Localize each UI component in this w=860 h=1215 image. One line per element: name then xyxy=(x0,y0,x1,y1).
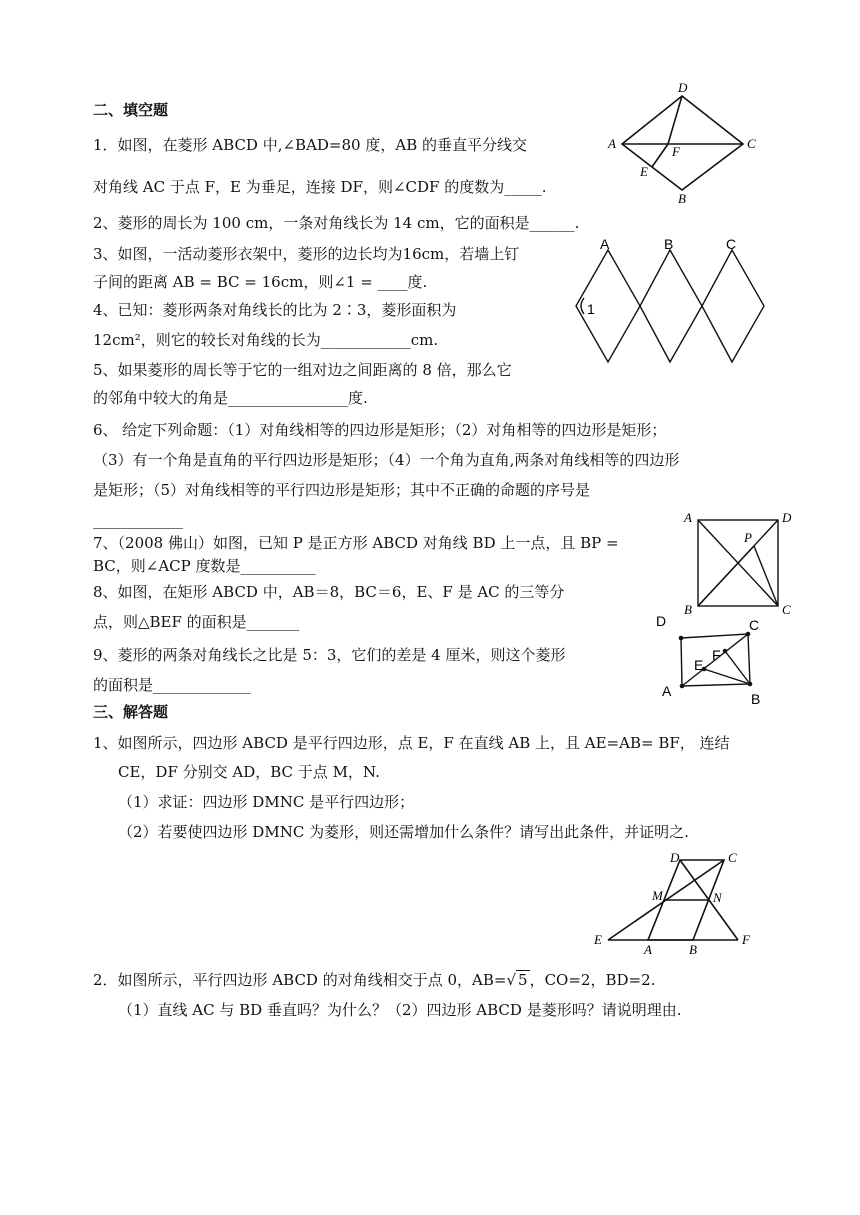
fig8-label-d: D xyxy=(656,613,667,629)
q2: 2、菱形的周长为 100 cm，一条对角线长为 14 cm，它的面积是______. xyxy=(93,214,580,232)
q1-line2: 对角线 AC 于点 F，E 为垂足，连接 DF，则∠CDF 的度数为_____. xyxy=(93,178,547,196)
q4-line1: 4、已知：菱形两条对角线长的比为 2∶3，菱形面积为 xyxy=(93,301,457,319)
fig1-label-b: B xyxy=(678,191,686,206)
fig10-label-a: A xyxy=(644,942,652,957)
section2-title: 二、填空题 xyxy=(93,101,169,119)
figure-rhombus-q1 xyxy=(600,82,770,207)
q8-line2: 点，则△BEF 的面积是_______ xyxy=(93,613,300,631)
fig8-label-a: A xyxy=(662,683,672,699)
s3-q2-post: ，CO=2，BD=2. xyxy=(529,971,656,989)
q7-line2: BC，则∠ACP 度数是__________ xyxy=(93,557,316,575)
section3-title: 三、解答题 xyxy=(93,703,169,721)
q6-line4: ____________ xyxy=(93,511,183,529)
s3-q1-line1: 1、如图所示，四边形 ABCD 是平行四边形，点 E，F 在直线 AB 上，且 AE=AB= BF， 连结 xyxy=(93,734,730,752)
q9-line1: 9、菱形的两条对角线长之比是 5：3，它们的差是 4 厘米，则这个菱形 xyxy=(93,646,566,664)
fig8-label-c: C xyxy=(749,617,760,633)
q3-line2: 子间的距离 AB = BC = 16cm，则∠1 = ____度. xyxy=(93,273,428,291)
figure-square-q7 xyxy=(680,508,800,620)
s3-q1-part1: （1）求证：四边形 DMNC 是平行四边形； xyxy=(118,793,415,811)
q8-line1: 8、如图，在矩形 ABCD 中，AB＝8，BC＝6，E、F 是 AC 的三等分 xyxy=(93,583,565,601)
figure-rectangle-q8 xyxy=(652,612,772,707)
figure-parallelogram-s3q1 xyxy=(590,848,760,957)
fig3-label-c: C xyxy=(726,236,737,252)
fig10-label-n: N xyxy=(713,890,722,905)
fig10-label-m: M xyxy=(652,888,663,903)
q6-line1: 6、 给定下列命题：（1）对角线相等的四边形是矩形；（2）对角相等的四边形是矩形； xyxy=(93,421,667,439)
fig8-label-b: B xyxy=(751,691,761,707)
fig10-label-c: C xyxy=(728,850,737,865)
fig7-label-d: D xyxy=(782,510,792,525)
fig10-label-b: B xyxy=(689,942,697,957)
fig10-label-d: D xyxy=(670,850,680,865)
fig7-label-c: C xyxy=(782,602,791,617)
q6-line3: 是矩形；（5）对角线相等的平行四边形是矩形；其中不正确的命题的序号是 xyxy=(93,481,591,499)
fig1-label-f: F xyxy=(672,144,680,159)
q5-line1: 5、如果菱形的周长等于它的一组对边之间距离的 8 倍，那么它 xyxy=(93,361,512,379)
fig10-label-f: F xyxy=(742,932,750,947)
q3-line1: 3、如图，一活动菱形衣架中，菱形的边长均为16cm，若墙上钉 xyxy=(93,245,520,263)
fig10-label-e: E xyxy=(594,932,602,947)
fig8-label-e: E xyxy=(694,657,704,673)
sqrt-symbol: √ 5 xyxy=(506,971,528,989)
figure-hanger-q3 xyxy=(570,236,770,370)
s3-q1-part2: （2）若要使四边形 DMNC 为菱形，则还需增加什么条件？请写出此条件，并证明之. xyxy=(118,823,689,841)
fig8-label-f: F xyxy=(712,647,721,663)
q4-line2: 12cm²，则它的较长对角线的长为____________cm. xyxy=(93,331,439,349)
fig7-label-b: B xyxy=(684,602,692,617)
s3-q2-part1: （1）直线 AC 与 BD 垂直吗？为什么？（2）四边形 ABCD 是菱形吗？请说明理由. xyxy=(118,1001,682,1019)
fig1-label-a: A xyxy=(608,136,616,151)
fig3-label-b: B xyxy=(664,236,674,252)
fig1-label-d: D xyxy=(678,80,688,95)
q1-line1: 1．如图，在菱形 ABCD 中,∠BAD=80 度，AB 的垂直平分线交 xyxy=(93,136,527,154)
s3-q2-pre: 2．如图所示，平行四边形 ABCD 的对角线相交于点 0，AB= xyxy=(93,971,507,989)
q5-line2: 的邻角中较大的角是________________度. xyxy=(93,389,368,407)
fig7-label-p: P xyxy=(744,530,752,545)
fig3-label-1: 1 xyxy=(587,301,595,317)
q9-line2: 的面积是_____________ xyxy=(93,676,251,694)
fig3-label-a: A xyxy=(600,236,610,252)
s3-q1-line2: CE，DF 分别交 AD，BC 于点 M，N. xyxy=(118,763,380,781)
sqrt-radicand: 5 xyxy=(518,971,528,989)
q7-line1: 7、（2008 佛山）如图，已知 P 是正方形 ABCD 对角线 BD 上一点，且 BP = xyxy=(93,534,619,552)
s3-q2-line1 xyxy=(93,970,655,990)
fig7-label-a: A xyxy=(684,510,692,525)
fig1-label-e: E xyxy=(640,164,648,179)
fig1-label-c: C xyxy=(747,136,756,151)
q6-line2: （3）有一个角是直角的平行四边形是矩形；（4）一个角为直角,两条对角线相等的四边形 xyxy=(93,451,680,469)
